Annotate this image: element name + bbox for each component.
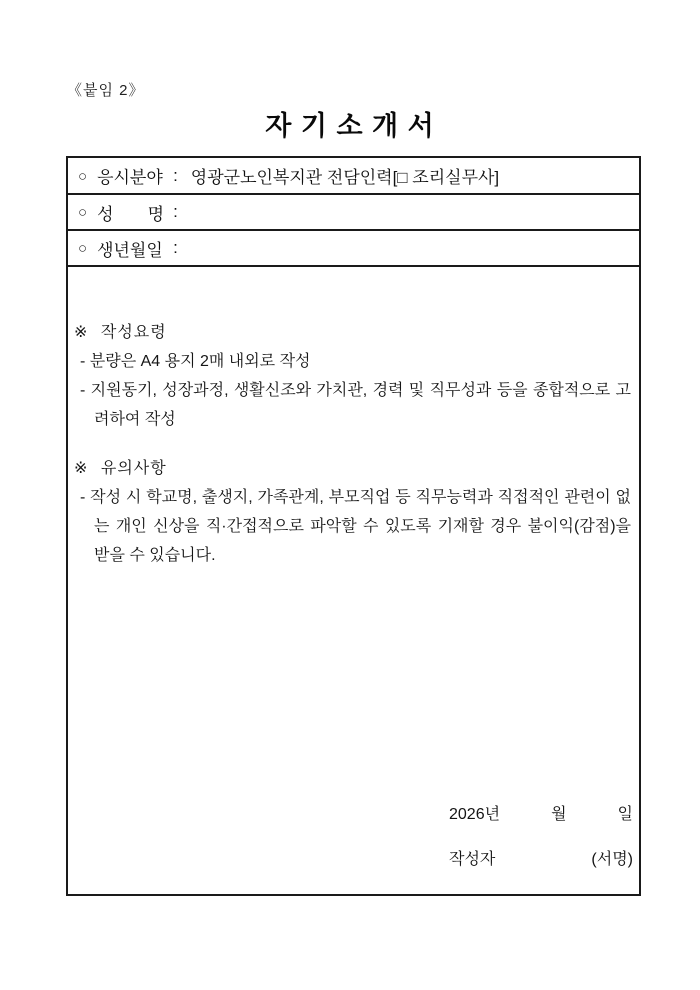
circle-bullet-icon: ○	[78, 240, 88, 257]
circle-bullet-icon: ○	[78, 204, 88, 221]
field-colon: :	[173, 202, 178, 221]
note-header	[73, 318, 631, 347]
field-label-division: 응시분야	[97, 168, 163, 187]
date-year: 2026년	[449, 806, 501, 823]
note-text: 지원동기, 성장과정, 생활신조와 가치관, 경력 및 직무성과 등을 종합적으로 고려하여 작성	[90, 382, 631, 428]
circle-bullet-icon: ○	[78, 167, 88, 185]
field-row-application-division	[68, 158, 639, 195]
note-title: 작성요령	[100, 324, 167, 341]
date-month: 월	[551, 806, 567, 823]
note-text: 분량은 A4 용지 2매 내외로 작성	[89, 353, 311, 370]
date-day: 일	[617, 806, 633, 823]
dash-bullet: -	[80, 489, 86, 506]
note-item	[80, 347, 631, 376]
dash-bullet: -	[80, 382, 86, 399]
signer-label: 작성자	[449, 851, 496, 868]
form-box	[66, 156, 641, 896]
signature-placeholder: (서명)	[591, 851, 633, 868]
note-section-writing-guidelines	[73, 318, 631, 434]
page-title: 자 기 소 개 서	[265, 111, 435, 141]
notes-area	[68, 267, 639, 570]
note-item	[80, 376, 631, 434]
signature-block	[449, 801, 633, 869]
note-header	[73, 454, 631, 483]
note-title: 유의사항	[100, 460, 167, 477]
dash-bullet: -	[80, 353, 86, 370]
note-text: 작성 시 학교명, 출생지, 가족관계, 부모직업 등 직무능력과 직접적인 관련이 없는 개인 신상을 직·간접적으로 파악할 수 있도록 기재할 경우 불이익(감점)을 받을 수 있습니다.	[90, 489, 631, 564]
reference-mark-icon: ※	[74, 324, 88, 341]
reference-mark-icon: ※	[74, 460, 88, 477]
date-row	[449, 801, 633, 824]
field-row-birthdate	[68, 231, 639, 267]
note-section-cautions	[73, 454, 631, 570]
attachment-label: 《붙임 2》	[67, 82, 145, 99]
field-value-division: 영광군노인복지관 전담인력[□ 조리실무사]	[190, 168, 500, 187]
signer-row	[449, 846, 633, 869]
field-label-birthdate: 생년월일	[97, 240, 163, 260]
field-row-name	[68, 195, 639, 231]
field-colon: :	[173, 165, 178, 185]
note-item	[80, 483, 631, 570]
field-label-name: 성 명	[97, 204, 165, 224]
field-colon: :	[173, 238, 178, 257]
